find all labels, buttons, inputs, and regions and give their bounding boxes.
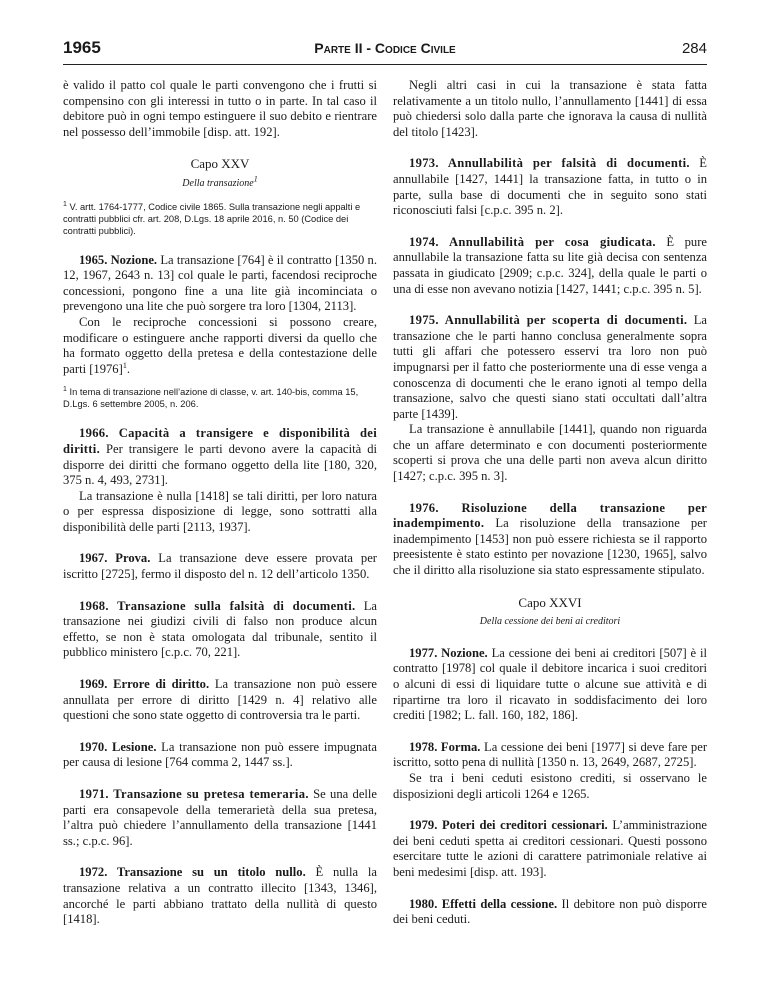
article-footnote: $^1$ In tema di transazione nell’azione di classe, v. art. 140-bis, comma 15, D.Lgs. 6 settembre 2005, n. 206. bbox=[63, 386, 359, 410]
article-1979: 1979. Poteri dei creditori cessionari. L’amministrazione dei beni ceduti spetta ai creditori cessionari. Questi possono esercitare tutte le azioni di carattere patrimoniale relative ai beni medesimi [disp. att. 193]. bbox=[393, 818, 708, 879]
article-paragraph: Con le reciproche concessioni si possono creare, modificare o estinguere anche rapporti diversi da quello che ha formato oggetto della pretesa e della contestazione delle parti $[1976]^1$. bbox=[63, 314, 377, 376]
article-1969: 1969. Errore di diritto. La transazione non può essere annullata per errore di diritto [1429 n. 4] relativo alle questioni che sono state oggetto di controversia tra le parti. bbox=[63, 677, 378, 723]
footnote-mark: 1 bbox=[253, 174, 258, 184]
header-title: Parte II - Codice Civile bbox=[314, 40, 456, 56]
chapter-subtitle: Della transazione$^1$ bbox=[182, 174, 258, 189]
footnote-mark: 1 bbox=[122, 360, 127, 370]
article-1970: 1970. Lesione. La transazione non può essere impugnata per causa di lesione [764 comma 2, 1447 ss.]. bbox=[63, 739, 377, 770]
chapter-footnote: $^1$ V. artt. 1764-1777, Codice civile 1865. Sulla transazione negli appalti e contratti pubblici cfr. art. 208, D.Lgs. 18 aprile 2016, n. 50 (Codice dei contratti pubblici). bbox=[63, 200, 361, 236]
article-paragraph: La transazione è nulla [1418] se tali diritti, per loro natura o per espressa disposizione di legge, sono sottratti alla disponibilità delle parti [2113, 1937]. bbox=[63, 488, 377, 534]
article-paragraph: Se tra i beni ceduti esistono crediti, si osservano le disposizioni degli articoli 1264 e 1265. bbox=[393, 770, 707, 801]
article-1972: 1972. Transazione su un titolo nullo. È nulla la transazione relativa a un contratto illecito [1343, 1346], ancorché le parti abbiano trattato della nullità di questo [1418]. bbox=[63, 865, 377, 927]
article-1973: 1973. Annullabilità per falsità di documenti. È annullabile [1427, 1441] la transazione fatta, in tutto o in parte, sulla base di documenti che in seguito sono stati riconosciuti falsi [c.p.c. 395 n. 2]. bbox=[393, 156, 708, 218]
article-heading: 1976. Risoluzione della transazione per inadempimento. bbox=[393, 500, 707, 531]
article-heading: 1969. Errore di diritto. bbox=[79, 677, 210, 692]
article-1968: 1968. Transazione sulla falsità di documenti. La transazione nei giudizi civili di falso non produce alcun effetto, se non è stata omologata dal tribunale, sentito il pubblico ministero [c.p.c. 70, 221]. bbox=[63, 598, 377, 660]
article-heading: 1979. Poteri dei creditori cessionari. bbox=[409, 818, 608, 833]
article-1967: 1967. Prova. La transazione deve essere provata per iscritto [2725], fermo il disposto del n. 12 dell’articolo 1350. bbox=[63, 551, 377, 582]
article-1977: 1977. Nozione. La cessione dei beni ai creditori [507] è il contratto [1978] col quale il debitore incarica i suoi creditori o alcuni di essi di liquidare tutte o alcune sue attività e di ripartirne tra loro il ricavato in soddisfacimento dei loro crediti [1982; L. fall. 160, 182, 186]. bbox=[393, 645, 707, 723]
article-1976: 1976. Risoluzione della transazione per inadempimento. La risoluzione della transazione per inadempimento [1453] non può essere richiesta se il rapporto preesistente è stato estinto per novazione [1230, 1965], salvo che il diritto alla risoluzione sia stato espressamente stipulato. bbox=[393, 500, 707, 578]
continued-text: Negli altri casi in cui la transazione è stata fatta relativamente a un titolo nullo, l’annullamento [1441] di essa può chiedersi solo dalla parte che ignorava la causa di nullità del titolo [1423]. bbox=[393, 78, 707, 139]
right-column bbox=[393, 78, 707, 928]
article-heading: 1966. Capacità a transigere e disponibilità dei diritti. bbox=[63, 426, 377, 456]
page-header bbox=[63, 38, 707, 65]
article-heading: 1971. Transazione su pretesa temeraria. bbox=[79, 787, 309, 801]
article-1974: 1974. Annullabilità per cosa giudicata. È pure annullabile la transazione fatta su lite già decisa con sentenza passata in giudicato [2909; c.p.c. 324], della quale le parti o una di esse non avevano notizia [1427, 1441; c.p.c. 395 n. 5]. bbox=[393, 234, 707, 296]
article-paragraph: La transazione è annullabile [1441], quando non riguarda che un affare determinato e con documenti posteriormente scoperti si prova che una delle parti non aveva alcun diritto [1427; c.p.c. 395 n. 3]. bbox=[393, 422, 707, 484]
article-heading: 1972. Transazione su un titolo nullo. bbox=[79, 865, 306, 880]
left-column bbox=[63, 78, 377, 928]
article-heading: 1967. Prova. bbox=[79, 551, 151, 566]
article-heading: 1965. Nozione. bbox=[79, 252, 158, 267]
article-1966: 1966. Capacità a transigere e disponibilità dei diritti. Per transigere le parti devono avere la capacità di disporre dei diritti che formano oggetto della lite [180, 320, 375 n. 4, 493, 2731]. bbox=[63, 426, 377, 488]
page-number: 284 bbox=[681, 40, 707, 57]
continued-text: è valido il patto col quale le parti convengono che i frutti si compensino con gli interessi in tutto o in parte. In tal caso il debitore può in ogni tempo estinguere il suo debito e rientrare nel possesso dell’immobile [disp. att. 192]. bbox=[63, 78, 377, 139]
article-heading: 1968. Transazione sulla falsità di documenti. bbox=[79, 598, 356, 613]
header-article-number: 1965 bbox=[63, 38, 101, 57]
article-1975: 1975. Annullabilità per scoperta di documenti. La transazione che le parti hanno conclusa generalmente sopra tutti gli affari che potessero esservi tra loro non può impugnarsi per il fatto che posteriormente una di esse venga a conoscenza di documenti che le erano ignoti al tempo della transazione, salvo che questi siano stati occultati dall’altra parte [1439]. bbox=[393, 313, 707, 421]
article-1971: 1971. Transazione su pretesa temeraria. Se una delle parti era consapevole della temerarietà della sua pretesa, l’altra può chiedere l’annullamento della transazione [1441 ss.; c.p.c. 96]. bbox=[63, 787, 378, 848]
article-heading: 1974. Annullabilità per cosa giudicata. bbox=[409, 234, 656, 249]
article-heading: 1975. Annullabilità per scoperta di documenti. bbox=[409, 313, 688, 328]
article-heading: 1973. Annullabilità per falsità di documenti. bbox=[409, 156, 690, 171]
chapter-title: Capo XXVI bbox=[518, 594, 582, 610]
article-heading: 1980. Effetti della cessione. bbox=[409, 896, 558, 911]
article-heading: 1970. Lesione. bbox=[79, 739, 157, 754]
article-heading: 1977. Nozione. bbox=[409, 645, 488, 660]
article-1978: 1978. Forma. La cessione dei beni [1977] si deve fare per iscritto, sotto pena di nullità [1350 n. 13, 2649, 2687, 2725]. bbox=[393, 739, 708, 770]
article-1980: 1980. Effetti della cessione. Il debitore non può disporre dei beni ceduti. bbox=[393, 896, 708, 927]
chapter-subtitle: Della cessione dei beni ai creditori bbox=[479, 616, 621, 628]
article-heading: 1978. Forma. bbox=[409, 739, 481, 754]
chapter-title: Capo XXV bbox=[190, 156, 250, 172]
article-1965: 1965. Nozione. La transazione [764] è il contratto [1350 n. 12, 1967, 2643 n. 13] col quale le parti, facendosi reciproche concessioni, pongono fine a una lite già incominciata o prevengono una lite che può sorgere tra loro [1304, 2113]. bbox=[63, 252, 377, 314]
